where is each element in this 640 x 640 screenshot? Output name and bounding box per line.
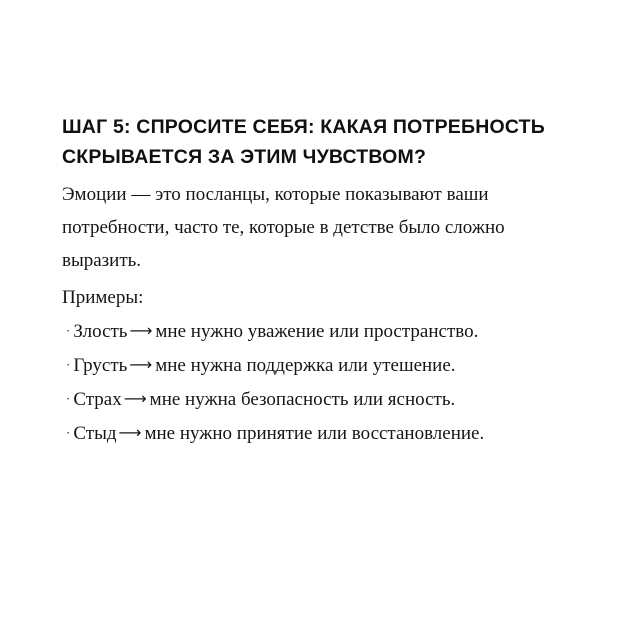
- list-item: [62, 416, 567, 450]
- example-source: Грусть: [73, 355, 128, 376]
- arrow-right-icon: ⟶: [129, 355, 153, 374]
- list-item: [62, 382, 567, 416]
- arrow-right-icon: ⟶: [123, 389, 147, 408]
- example-need: мне нужна безопасность или ясность.: [149, 389, 456, 410]
- examples-list: [62, 314, 578, 450]
- arrow-right-icon: ⟶: [118, 423, 142, 442]
- bullet-marker-icon: ·: [66, 425, 71, 440]
- bullet-marker-icon: ·: [66, 323, 71, 338]
- example-source: Страх: [73, 389, 122, 410]
- page-title: ШАГ 5: СПРОСИТЕ СЕБЯ: КАКАЯ ПОТРЕБНОСТЬ СКРЫВАЕТСЯ ЗА ЭТИМ ЧУВСТВОМ?: [62, 116, 545, 168]
- arrow-right-icon: ⟶: [129, 321, 153, 340]
- bullet-marker-icon: ·: [66, 391, 71, 406]
- examples-label: Примеры:: [62, 287, 144, 308]
- example-need: мне нужно уважение или пространство.: [155, 321, 479, 342]
- example-need: мне нужна поддержка или утешение.: [155, 355, 456, 376]
- bullet-marker-icon: ·: [66, 357, 71, 372]
- list-item: [62, 348, 567, 382]
- example-source: Стыд: [73, 423, 117, 444]
- example-source: Злость: [73, 321, 128, 342]
- list-item: [62, 314, 567, 348]
- intro-paragraph: Эмоции — это посланцы, которые показывают ваши потребности, часто те, которые в детстве было сложно выразить.: [62, 184, 505, 271]
- example-need: мне нужно принятие или восстановление.: [144, 423, 485, 444]
